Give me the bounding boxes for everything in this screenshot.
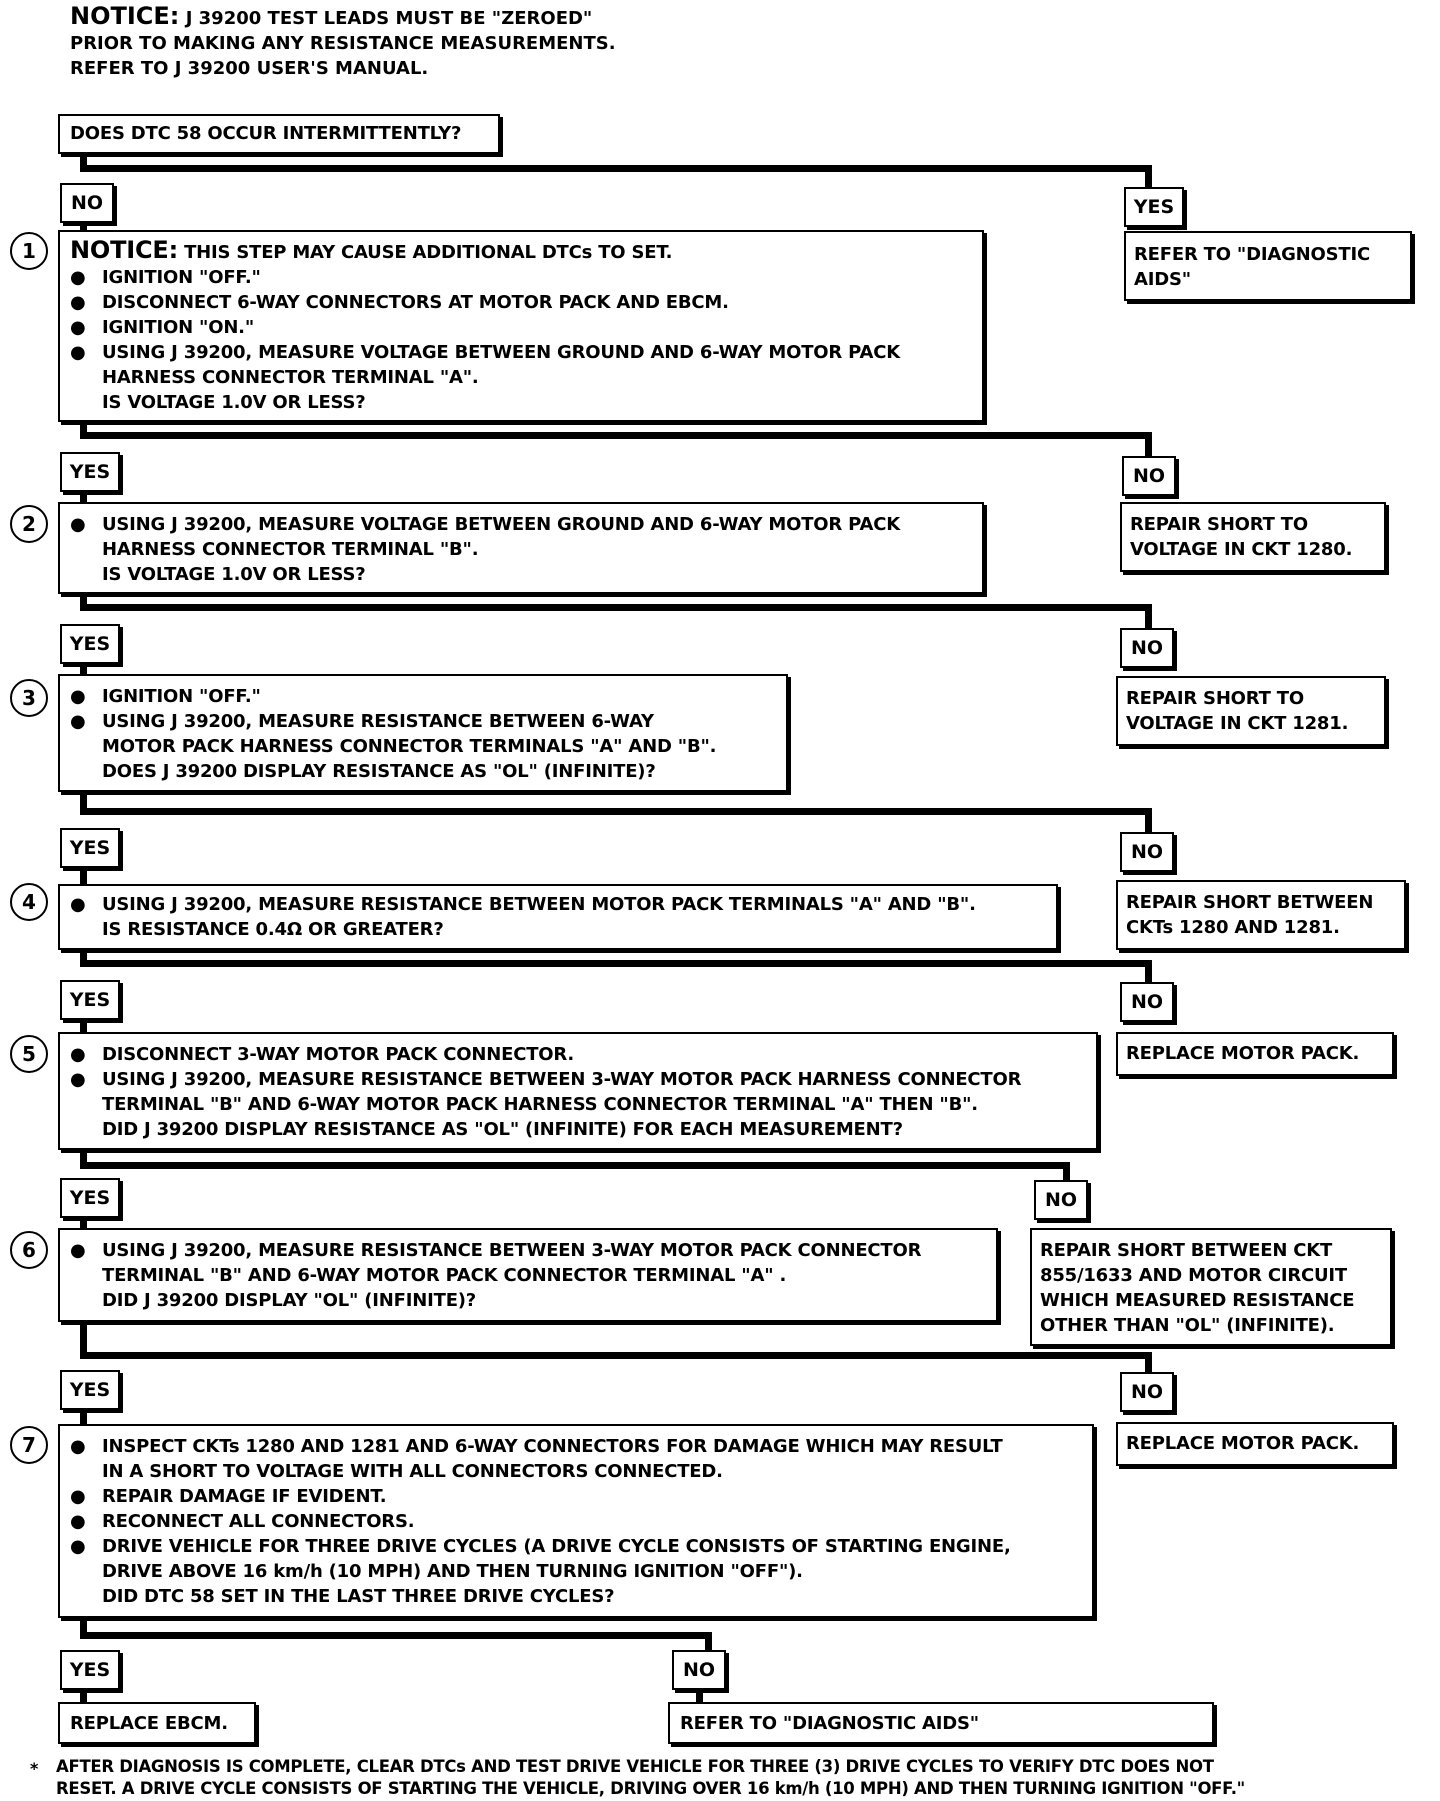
connector [80,666,87,674]
footnote-mark: * [30,1759,39,1778]
step-5-no-line-1: REPAIR SHORT BETWEEN CKT [1040,1240,1333,1261]
connector [80,870,87,884]
connector [1145,604,1152,628]
no-label: NO [1034,1180,1088,1220]
step-1-no-line-2: VOLTAGE IN CKT 1280. [1130,539,1353,560]
notice-line-3: REFER TO J 39200 USER'S MANUAL. [70,58,429,79]
step-3-line-3: MOTOR PACK HARNESS CONNECTOR TERMINALS "A" AND "B". [102,736,717,757]
step-5-no-line-2: 855/1633 AND MOTOR CIRCUIT [1040,1265,1348,1286]
connector [1145,165,1152,187]
yes-label: YES [60,1650,120,1690]
notice-line-2: PRIOR TO MAKING ANY RESISTANCE MEASUREMENTS. [70,33,616,54]
step-7-yes-text: REPLACE EBCM. [70,1713,228,1734]
bullet-icon: ● [70,1486,86,1507]
yes-aids-line-1: REFER TO "DIAGNOSTIC [1134,244,1370,265]
step-3-no-line-1: REPAIR SHORT BETWEEN [1126,892,1374,913]
connector [705,1632,712,1652]
branch-line [80,604,1152,611]
connector [1145,808,1152,832]
yes-label: YES [60,980,120,1020]
yes-label: YES [60,1370,120,1410]
step-7-line-6: DRIVE ABOVE 16 km/h (10 MPH) AND THEN TURNING IGNITION "OFF"). [102,1561,803,1582]
step-1-no-line-1: REPAIR SHORT TO [1130,514,1308,535]
step-7-no-text: REFER TO "DIAGNOSTIC AIDS" [680,1713,979,1734]
step-4-line-2: IS RESISTANCE 0.4Ω OR GREATER? [102,919,444,940]
step-1-line-5: HARNESS CONNECTOR TERMINAL "A". [102,367,479,388]
step-1-line-1: IGNITION "OFF." [102,267,261,288]
bullet-icon: ● [70,342,86,363]
notice-line-1: J 39200 TEST LEADS MUST BE "ZEROED" [185,8,593,29]
bullet-icon: ● [70,1511,86,1532]
step-7-line-1: INSPECT CKTs 1280 AND 1281 AND 6-WAY CONNECTORS FOR DAMAGE WHICH MAY RESULT [102,1436,1003,1457]
bullet-icon: ● [70,267,86,288]
step-1-notice [70,238,672,265]
step-3-no-line-2: CKTs 1280 AND 1281. [1126,917,1340,938]
step-7-number: 7 [10,1426,48,1464]
connector [1145,1352,1152,1374]
bullet-icon: ● [70,1536,86,1557]
step-7-line-3: REPAIR DAMAGE IF EVIDENT. [102,1486,387,1507]
bullet-icon: ● [70,292,86,313]
bullet-icon: ● [70,1044,86,1065]
branch-line [80,1352,1152,1359]
step-5-no-line-4: OTHER THAN "OL" (INFINITE). [1040,1315,1335,1336]
step-4-number: 4 [10,883,48,921]
bullet-icon: ● [70,1436,86,1457]
branch-line [80,1632,712,1639]
footnote-line-2: RESET. A DRIVE CYCLE CONSISTS OF STARTING THE VEHICLE, DRIVING OVER 16 km/h (10 MPH) AND THEN TURNING IGNITION "OFF." [56,1779,1245,1798]
step-6-line-2: TERMINAL "B" AND 6-WAY MOTOR PACK CONNECTOR TERMINAL "A" . [102,1265,787,1286]
bullet-icon: ● [70,1069,86,1090]
connector [1145,432,1152,456]
step-4-line-1: USING J 39200, MEASURE RESISTANCE BETWEEN MOTOR PACK TERMINALS "A" AND "B". [102,894,976,915]
step-1-line-4: USING J 39200, MEASURE VOLTAGE BETWEEN GROUND AND 6-WAY MOTOR PACK [102,342,900,363]
branch-line [80,165,1152,172]
bullet-icon: ● [70,514,86,535]
yes-label: YES [60,1178,120,1218]
step-2-line-3: IS VOLTAGE 1.0V OR LESS? [102,564,366,585]
yes-label: YES [60,828,120,868]
branch-line [80,432,1152,439]
bullet-icon: ● [70,686,86,707]
step-4-no-line-1: REPLACE MOTOR PACK. [1126,1043,1360,1064]
no-label: NO [1120,628,1174,668]
yes-label: YES [1124,187,1184,227]
bullet-icon: ● [70,711,86,732]
no-label: NO [60,183,114,223]
step-6-number: 6 [10,1231,48,1269]
step-7-line-4: RECONNECT ALL CONNECTORS. [102,1511,415,1532]
step-6-line-1: USING J 39200, MEASURE RESISTANCE BETWEEN 3-WAY MOTOR PACK CONNECTOR [102,1240,922,1261]
connector [80,1412,87,1424]
bullet-icon: ● [70,894,86,915]
step-3-number: 3 [10,679,48,717]
step-2-no-line-1: REPAIR SHORT TO [1126,688,1304,709]
branch-line [80,960,1152,967]
yes-aids-line-2: AIDS" [1134,269,1191,290]
step-7-line-5: DRIVE VEHICLE FOR THREE DRIVE CYCLES (A DRIVE CYCLE CONSISTS OF STARTING ENGINE, [102,1536,1011,1557]
branch-line [80,808,1152,815]
no-label: NO [1120,1372,1174,1412]
no-label: NO [1122,456,1176,496]
step-1-number: 1 [10,232,48,270]
connector [1145,960,1152,982]
bullet-icon: ● [70,317,86,338]
step-5-number: 5 [10,1035,48,1073]
step-1-notice-head: NOTICE: [70,236,178,264]
step-1-line-2: DISCONNECT 6-WAY CONNECTORS AT MOTOR PACK AND EBCM. [102,292,729,313]
step-3-line-1: IGNITION "OFF." [102,686,261,707]
step-5-line-2: USING J 39200, MEASURE RESISTANCE BETWEEN 3-WAY MOTOR PACK HARNESS CONNECTOR [102,1069,1022,1090]
top-notice [70,4,616,81]
no-label: NO [1120,832,1174,872]
step-2-number: 2 [10,505,48,543]
step-6-no-line-1: REPLACE MOTOR PACK. [1126,1433,1360,1454]
step-5-line-1: DISCONNECT 3-WAY MOTOR PACK CONNECTOR. [102,1044,575,1065]
footnote-line-1: AFTER DIAGNOSIS IS COMPLETE, CLEAR DTCs AND TEST DRIVE VEHICLE FOR THREE (3) DRIVE CYCLES TO VERIFY DTC DOES NOT [56,1757,1214,1776]
start-question-text: DOES DTC 58 OCCUR INTERMITTENTLY? [70,123,462,144]
no-label: NO [1120,982,1174,1022]
step-5-no-line-3: WHICH MEASURED RESISTANCE [1040,1290,1355,1311]
step-1-line-6: IS VOLTAGE 1.0V OR LESS? [102,392,366,413]
yes-label: YES [60,624,120,664]
step-2-line-1: USING J 39200, MEASURE VOLTAGE BETWEEN GROUND AND 6-WAY MOTOR PACK [102,514,900,535]
yes-label: YES [60,452,120,492]
step-2-no-line-2: VOLTAGE IN CKT 1281. [1126,713,1349,734]
step-5-line-3: TERMINAL "B" AND 6-WAY MOTOR PACK HARNESS CONNECTOR TERMINAL "A" THEN "B". [102,1094,978,1115]
notice-heading: NOTICE: [70,2,180,30]
step-5-line-4: DID J 39200 DISPLAY RESISTANCE AS "OL" (INFINITE) FOR EACH MEASUREMENT? [102,1119,903,1140]
step-7-line-2: IN A SHORT TO VOLTAGE WITH ALL CONNECTORS CONNECTED. [102,1461,723,1482]
step-1-notice-text: THIS STEP MAY CAUSE ADDITIONAL DTCs TO SET. [184,242,673,263]
step-3-line-4: DOES J 39200 DISPLAY RESISTANCE AS "OL" (INFINITE)? [102,761,656,782]
step-1-line-3: IGNITION "ON." [102,317,255,338]
step-3-line-2: USING J 39200, MEASURE RESISTANCE BETWEEN 6-WAY [102,711,654,732]
bullet-icon: ● [70,1240,86,1261]
connector [80,494,87,502]
step-2-line-2: HARNESS CONNECTOR TERMINAL "B". [102,539,479,560]
step-7-line-7: DID DTC 58 SET IN THE LAST THREE DRIVE CYCLES? [102,1586,615,1607]
step-6-line-3: DID J 39200 DISPLAY "OL" (INFINITE)? [102,1290,477,1311]
no-label: NO [672,1650,726,1690]
branch-line [80,1162,1070,1169]
